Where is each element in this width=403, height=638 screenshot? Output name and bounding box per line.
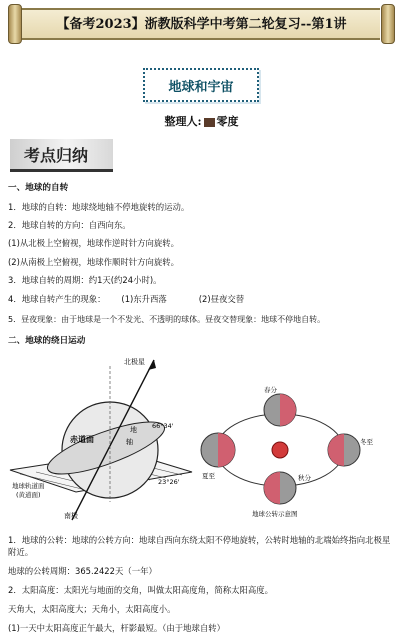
label-axis-2: 轴 <box>126 438 133 446</box>
section1-item: 3．地球自转的周期：约1天(约24小时)。 <box>8 275 162 285</box>
earth-spring <box>264 394 296 426</box>
section2-item: 地球的公转周期：365.2422天（一年） <box>8 566 157 576</box>
section2-item: 1．地球的公转：地球的公转方向：地球自西向东绕太阳不停地旋转，公转时地轴的北端始终指向北极星附近。 <box>8 535 391 557</box>
section1-item: 4．地球自转产生的现象： (1)东升西落 (2)昼夜交替 <box>8 294 245 304</box>
label-autumn: 秋分 <box>298 474 311 482</box>
sun-icon <box>272 442 288 458</box>
earth-winter <box>328 434 360 466</box>
axis-arrow-head <box>148 360 156 370</box>
topic-title: 地球和宇宙 <box>143 68 259 102</box>
section-banner: 考点归纳 <box>10 139 113 172</box>
organizer-name: 零度 <box>216 115 239 128</box>
section1-item: 5．昼夜现象：由于地球是一个不发光、不透明的球体。昼夜交替现象：地球不停地自转。 <box>8 315 326 324</box>
section2-item: 2．太阳高度：太阳光与地面的交角，叫做太阳高度角，简称太阳高度。 <box>8 585 273 595</box>
organizer-line <box>0 113 403 129</box>
section1-item: 2．地球自转的方向：自西向东。 <box>8 220 131 230</box>
section1-heading: 一、地球的自转 <box>8 183 69 193</box>
section2-item: (1)一天中太阳高度正午最大，杆影最短。（由于地球自转） <box>8 623 226 633</box>
label-angle-23: 23°26' <box>158 478 180 486</box>
header-scroll-banner <box>8 4 395 44</box>
label-orbit-plane: 地球轨道面 <box>12 482 45 490</box>
label-axis-1: 地 <box>130 426 137 434</box>
label-spring: 春分 <box>264 386 277 394</box>
section2-item: 天角大，太阳高度大；天角小，太阳高度小。 <box>8 604 176 614</box>
label-angle-66: 66°34' <box>152 422 174 430</box>
earth-revolution-diagram <box>200 380 400 520</box>
section2-heading: 二、地球的绕日运动 <box>8 336 86 346</box>
organizer-avatar-icon <box>204 118 215 127</box>
section1-item: (1)从北极上空俯视，地球作逆时针方向旋转。 <box>8 238 179 248</box>
earth-autumn <box>264 472 296 504</box>
label-winter: 冬至 <box>360 438 373 446</box>
section1-item: 1．地球的自转：地球绕地轴不停地旋转的运动。 <box>8 202 190 212</box>
label-equator-plane: 赤道面 <box>70 435 94 444</box>
diagram-caption: 地球公转示意图 <box>252 510 298 518</box>
document-title: 【备考2023】浙教版科学中考第二轮复习--第1讲 <box>56 17 347 32</box>
section1-item: (2)从南极上空俯视，地球作顺时针方向旋转。 <box>8 257 179 267</box>
label-summer: 夏至 <box>202 472 215 480</box>
earth-summer <box>201 433 235 467</box>
earth-axis-tilt-diagram <box>6 352 196 524</box>
organizer-label: 整理人: <box>164 115 202 128</box>
label-ecliptic: (黄道面) <box>16 491 41 499</box>
label-south-pole: 南极 <box>64 512 78 520</box>
label-north-star: 北极星 <box>124 358 145 366</box>
